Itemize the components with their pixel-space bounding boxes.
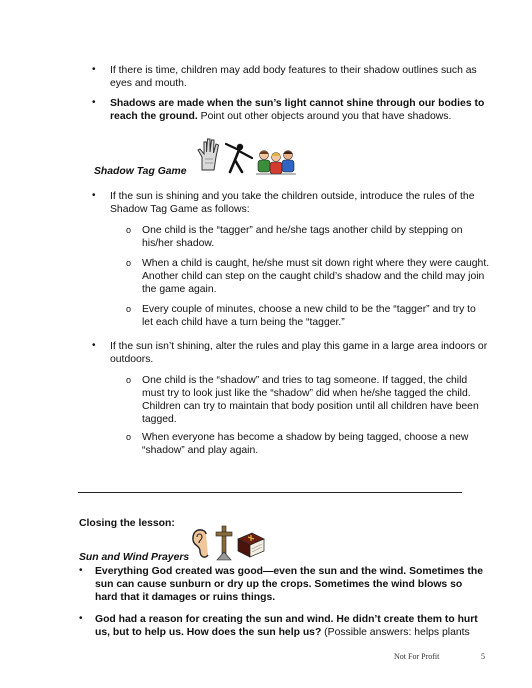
footer-label: Not For Profit xyxy=(394,652,440,661)
sub-play-again-rule: When everyone has become a shadow by being tagged, choose a new “shadow” and play again. xyxy=(142,432,469,456)
closing-heading: Closing the lesson: xyxy=(79,518,175,529)
hand-icon xyxy=(196,137,224,171)
section-divider xyxy=(78,492,462,493)
bullet-sun-shining: If the sun is shining and you take the children outside, introduce the rules of the Shadow Tag Game as follows: xyxy=(110,191,475,215)
sub-marker: o xyxy=(126,304,132,314)
page-number: 5 xyxy=(481,652,485,661)
shadows-made-bold: Shadows are made when the sun’s light cannot shine through our bodies to reach the ground. xyxy=(110,98,485,122)
cross-icon xyxy=(213,525,235,561)
ear-icon xyxy=(190,527,212,561)
reason-bold: God had a reason for creating the sun and wind. He didn’t create them to hurt us, but to help us. How does the sun help us? xyxy=(95,614,478,638)
bullet-sun-not-shining: If the sun isn’t shining, alter the rules and play this game in a large area indoors or outdoors. xyxy=(110,341,488,365)
bullet-marker: • xyxy=(79,565,83,576)
sub-tagger-rule: One child is the “tagger” and he/she tags another child by stepping on his/her shadow. xyxy=(142,225,463,249)
sub-marker: o xyxy=(126,432,132,442)
bible-icon xyxy=(236,531,266,559)
sub-marker: o xyxy=(126,375,132,385)
shadow-tag-title: Shadow Tag Game xyxy=(94,166,187,177)
bullet-shadows-made xyxy=(110,97,488,123)
sub-shadow-rule: One child is the “shadow” and tries to tag someone. If tagged, the child must try to look just like the “shadow” did when he/she tagged the child. Children can try to maintain that body position until all children have been tagged. xyxy=(142,375,479,425)
stretching-person-icon xyxy=(224,142,254,174)
sub-new-tagger-rule: Every couple of minutes, choose a new child to be the “tagger” and try to let each child have a turn being the “tagger.” xyxy=(142,304,476,328)
sub-caught-rule: When a child is caught, he/she must sit down right where they were caught. Another child can step on the caught child’s shadow and the child may join the game again. xyxy=(142,258,490,295)
bullet-everything-good: Everything God created was good—even the sun and the wind. Sometimes the sun can cause sunburn or dry up the crops. Sometimes the wind blows so hard that it damages or ruins things. xyxy=(95,566,483,603)
sub-marker: o xyxy=(126,225,132,235)
bullet-body-features: If there is time, children may add body features to their shadow outlines such as eyes and mouth. xyxy=(110,65,477,89)
bullet-reason-sun-wind xyxy=(95,613,487,639)
shadows-made-rest: Point out other objects around you that have shadows. xyxy=(197,111,452,122)
reason-rest: (Possible answers: helps plants xyxy=(321,627,470,638)
bullet-marker: • xyxy=(92,64,96,75)
bullet-marker: • xyxy=(92,97,96,108)
children-group-icon xyxy=(254,148,298,178)
bullet-marker: • xyxy=(92,340,96,351)
prayers-title: Sun and Wind Prayers xyxy=(79,552,190,563)
bullet-marker: • xyxy=(92,190,96,201)
bullet-marker: • xyxy=(79,613,83,624)
sub-marker: o xyxy=(126,258,132,268)
